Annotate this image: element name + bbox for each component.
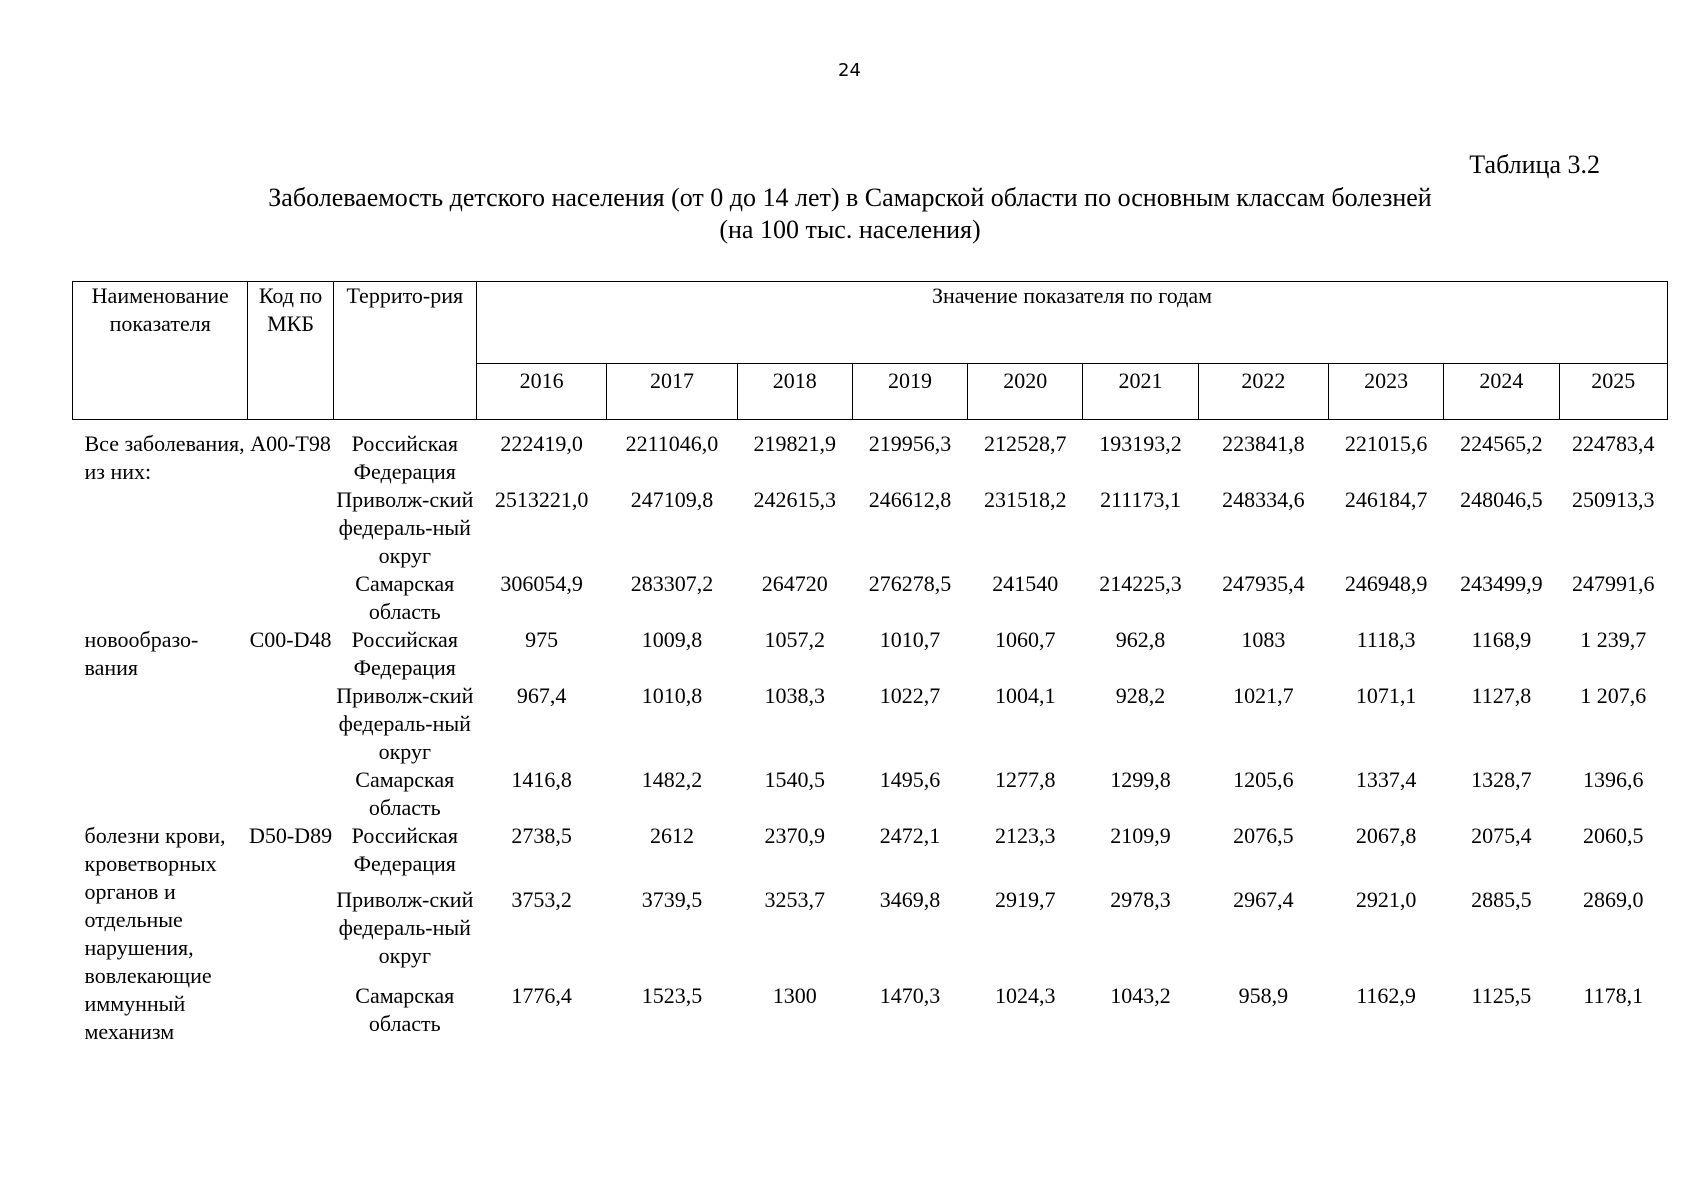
table-title [100,182,1600,246]
value-cell: 212528,7 [984,431,1067,456]
value-cell: 222419,0 [500,431,583,456]
value-cell: 1523,5 [641,983,703,1008]
header-year: 2016 [476,364,606,420]
value-cell: 1118,3 [1356,627,1416,652]
value-cell: 246948,9 [1344,571,1428,596]
value-cell: 962,8 [1115,627,1166,652]
value-cell: 1416,8 [511,767,572,792]
value-cell: 1776,4 [511,983,572,1008]
value-cell: 247991,6 [1572,571,1655,596]
page-number: 24 [838,60,861,81]
value-cell: 246612,8 [868,487,952,512]
value-cell: 224565,2 [1460,431,1543,456]
value-cell: 2513221,0 [494,487,589,512]
value-cell: 224783,4 [1572,431,1655,456]
value-cell: 2919,7 [995,887,1056,912]
value-cell: 1010,7 [879,627,941,652]
table-title-line-1: Заболеваемость детского населения (от 0 до 14 лет) в Самарской области по основным классам болезней [268,183,1432,212]
value-cell: 2370,9 [764,823,825,848]
territory: Приволж-ский федераль-ный округ [336,683,474,764]
value-cell: 1277,8 [995,767,1056,792]
value-cell: 1470,3 [879,983,941,1008]
value-cell: 3753,2 [511,887,572,912]
header-year: 2020 [968,364,1083,420]
header-values-by-year: Значение показателя по годам [476,282,1667,364]
value-cell: 1022,7 [879,683,941,708]
header-year: 2024 [1444,364,1559,420]
table-body [73,420,1668,1047]
indicator-name: Все заболевания, из них: [84,431,245,484]
value-cell: 1038,3 [764,683,825,708]
value-cell: 3469,8 [879,887,941,912]
value-cell: 1010,8 [641,683,703,708]
territory: Самарская область [355,767,455,820]
value-cell: 193193,2 [1099,431,1182,456]
icd-code: A00-T98 [250,431,331,456]
territory: Самарская область [355,983,455,1036]
value-cell: 2123,3 [995,823,1056,848]
value-cell: 2075,4 [1471,823,1532,848]
value-cell: 1300 [772,983,817,1008]
value-cell: 1009,8 [641,627,703,652]
value-cell: 928,2 [1115,683,1166,708]
value-cell: 250913,3 [1572,487,1655,512]
value-cell: 2921,0 [1355,887,1417,912]
value-cell: 2211046,0 [625,431,719,456]
indicator-name: болезни крови, кроветворных органов и отдельные нарушения, вовлекающие иммунный механизм [84,823,226,1044]
value-cell: 1021,7 [1233,683,1294,708]
value-cell: 3739,5 [641,887,703,912]
value-cell: 1 207,6 [1580,683,1647,708]
value-cell: 219956,3 [868,431,952,456]
value-cell: 2472,1 [879,823,941,848]
value-cell: 1127,8 [1471,683,1532,708]
value-cell: 3253,7 [764,887,825,912]
value-cell: 2612 [649,823,694,848]
table-label: Таблица 3.2 [1469,150,1600,179]
value-cell: 1337,4 [1355,767,1417,792]
indicator-name: новообразо-вания [84,627,199,680]
value-cell: 1482,2 [641,767,703,792]
value-cell: 1043,2 [1110,983,1171,1008]
value-cell: 2109,9 [1110,823,1171,848]
value-cell: 221015,6 [1344,431,1428,456]
value-cell: 247935,4 [1222,571,1305,596]
value-cell: 1299,8 [1110,767,1171,792]
value-cell: 242615,3 [753,487,836,512]
table-title-line-2: (на 100 тыс. населения) [719,215,981,244]
header-year: 2021 [1083,364,1198,420]
icd-code: C00-D48 [249,627,332,652]
value-cell: 2067,8 [1355,823,1417,848]
value-cell: 1004,1 [995,683,1056,708]
value-cell: 1328,7 [1471,767,1532,792]
territory: Самарская область [355,571,455,624]
header-year: 2023 [1328,364,1443,420]
value-cell: 283307,2 [630,571,714,596]
table-row [73,626,1668,682]
territory: Российская Федерация [351,823,458,876]
value-cell: 243499,9 [1460,571,1543,596]
value-cell: 276278,5 [868,571,952,596]
value-cell: 1168,9 [1471,627,1532,652]
value-cell: 2060,5 [1583,823,1644,848]
value-cell: 958,9 [1238,983,1289,1008]
value-cell: 975 [525,627,559,652]
territory: Приволж-ский федераль-ный округ [336,487,474,568]
value-cell: 967,4 [516,683,567,708]
value-cell: 1540,5 [764,767,825,792]
territory: Российская Федерация [351,431,458,484]
value-cell: 1205,6 [1233,767,1294,792]
value-cell: 246184,7 [1344,487,1428,512]
value-cell: 2738,5 [511,823,572,848]
header-year: 2018 [737,364,852,420]
value-cell: 2978,3 [1110,887,1171,912]
header-year: 2017 [607,364,737,420]
value-cell: 231518,2 [984,487,1067,512]
value-cell: 2869,0 [1583,887,1644,912]
value-cell: 1396,6 [1583,767,1644,792]
header-year: 2019 [852,364,967,420]
value-cell: 248334,6 [1222,487,1305,512]
value-cell: 1178,1 [1583,983,1644,1008]
table-row [73,822,1668,886]
morbidity-table [72,281,1668,1046]
icd-code: D50-D89 [248,823,333,848]
territory: Приволж-ский федераль-ный округ [336,887,474,968]
value-cell: 248046,5 [1460,487,1543,512]
value-cell: 1057,2 [764,627,825,652]
header-year: 2022 [1198,364,1328,420]
header-indicator-name: Наименование показателя [73,282,248,420]
value-cell: 1071,1 [1355,683,1417,708]
header-year: 2025 [1559,364,1668,420]
value-cell: 223841,8 [1222,431,1305,456]
value-cell: 1083 [1241,627,1286,652]
header-territory: Террито-рия [333,282,476,420]
value-cell: 1024,3 [995,983,1056,1008]
value-cell: 214225,3 [1099,571,1182,596]
table-row [73,420,1668,487]
value-cell: 247109,8 [630,487,714,512]
value-cell: 1060,7 [995,627,1056,652]
value-cell: 241540 [992,571,1059,596]
value-cell: 1 239,7 [1580,627,1647,652]
value-cell: 1495,6 [879,767,941,792]
value-cell: 2885,5 [1471,887,1532,912]
value-cell: 2076,5 [1233,823,1294,848]
value-cell: 219821,9 [753,431,836,456]
value-cell: 2967,4 [1233,887,1294,912]
value-cell: 1125,5 [1471,983,1532,1008]
value-cell: 211173,1 [1100,487,1181,512]
header-icd-code: Код по МКБ [248,282,333,420]
value-cell: 264720 [761,571,828,596]
value-cell: 1162,9 [1356,983,1416,1008]
value-cell: 306054,9 [500,571,583,596]
territory: Российская Федерация [351,627,458,680]
